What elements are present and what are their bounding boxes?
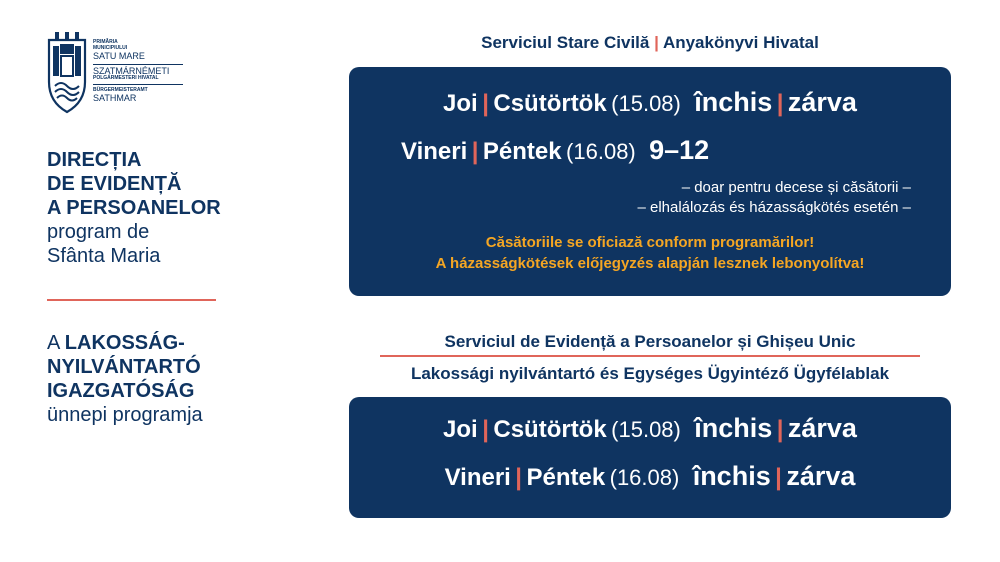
logo-text-municipiului: MUNICIPIULUI [93,45,128,51]
day-hu: Péntek [526,464,606,491]
section2-heading-ro: Serviciul de Evidență a Persoanelor și Ghișeu Unic [444,332,856,351]
status-hu: zárva [787,87,857,117]
schedule-row-thursday [349,87,951,118]
left-title-line: DIRECȚIA [47,149,142,171]
section1-heading [349,33,951,53]
day-hu: Csütörtök [493,90,607,117]
status-ro: închis [692,461,771,491]
status-ro: închis [694,413,773,443]
section2-divider [380,355,920,357]
logo-text-polgarmesteri: POLGÁRMESTERI HIVATAL [93,75,159,81]
left-subtitle-line: Sfânta Maria [47,245,161,267]
logo-text-szatmarnemeti: SZATMÁRNÉMETI [93,66,170,76]
day-ro: Joi [443,416,478,443]
separator: | [482,90,489,117]
logo-divider [93,84,183,85]
status-hu: zárva [786,461,856,491]
day-hu: Péntek [482,138,562,165]
separator: | [776,416,784,443]
coat-of-arms-icon [46,30,88,116]
logo-text-burgermeisteramt: BÜRGERMEISTERAMT [93,87,148,93]
separator: | [482,416,489,443]
section1-heading-ro: Serviciul Stare Civilă [481,33,650,52]
date: (15.08) [611,417,681,442]
separator: | [775,464,782,491]
left-title-line: NYILVÁNTARTÓ [47,356,201,378]
left-title-line [47,331,287,355]
left-title-hungarian [47,331,287,427]
note-ro: – doar pentru decese și căsătorii – [681,179,911,196]
left-title-article: A [47,332,65,354]
left-title-romanian [47,148,287,268]
logo-text-primaria: PRIMĂRIA [93,39,118,45]
separator: | [776,90,784,117]
section2-heading-hu: Lakossági nyilvántartó és Egységes Ügyintéző Ügyfélablak [410,364,890,383]
left-subtitle-line: ünnepi programja [47,404,203,426]
day-ro: Vineri [444,464,511,491]
logo-divider [93,64,183,65]
date: (16.08) [566,139,636,164]
day-hu: Csütörtök [493,416,607,443]
date: (16.08) [609,465,680,490]
schedule-row-friday [349,461,951,492]
warning-hu: A házasságkötések előjegyzés alapján lesznek lebonyolítva! [435,255,865,272]
logo-text-sathmar: SATHMAR [93,93,137,103]
separator: | [515,464,523,491]
opening-hours: 9–12 [649,135,710,165]
status-hu: zárva [787,413,857,443]
left-divider [47,299,216,301]
day-ro: Vineri [401,138,468,165]
section1-schedule-box [349,67,951,296]
separator: | [471,138,479,165]
section2-schedule-box [349,397,951,518]
date: (15.08) [611,91,681,116]
city-logo [46,30,196,116]
logo-text-satu-mare: SATU MARE [93,51,145,61]
warning-ro: Căsătoriile se oficiază conform programărilor! [485,234,815,251]
left-title-line: A PERSOANELOR [47,197,221,219]
note-hu: – elhalálozás és házasságkötés esetén – [637,199,911,216]
left-title-line: IGAZGATÓSÁG [47,380,195,402]
status-ro: închis [694,87,773,117]
schedule-row-friday [401,135,951,166]
separator: | [654,33,659,52]
left-title-line: DE EVIDENȚĂ [47,173,182,195]
left-title-word: LAKOSSÁG- [64,332,185,354]
schedule-row-thursday [349,413,951,444]
left-subtitle-line: program de [47,221,150,243]
day-ro: Joi [443,90,478,117]
section1-heading-hu: Anyakönyvi Hivatal [662,33,819,52]
